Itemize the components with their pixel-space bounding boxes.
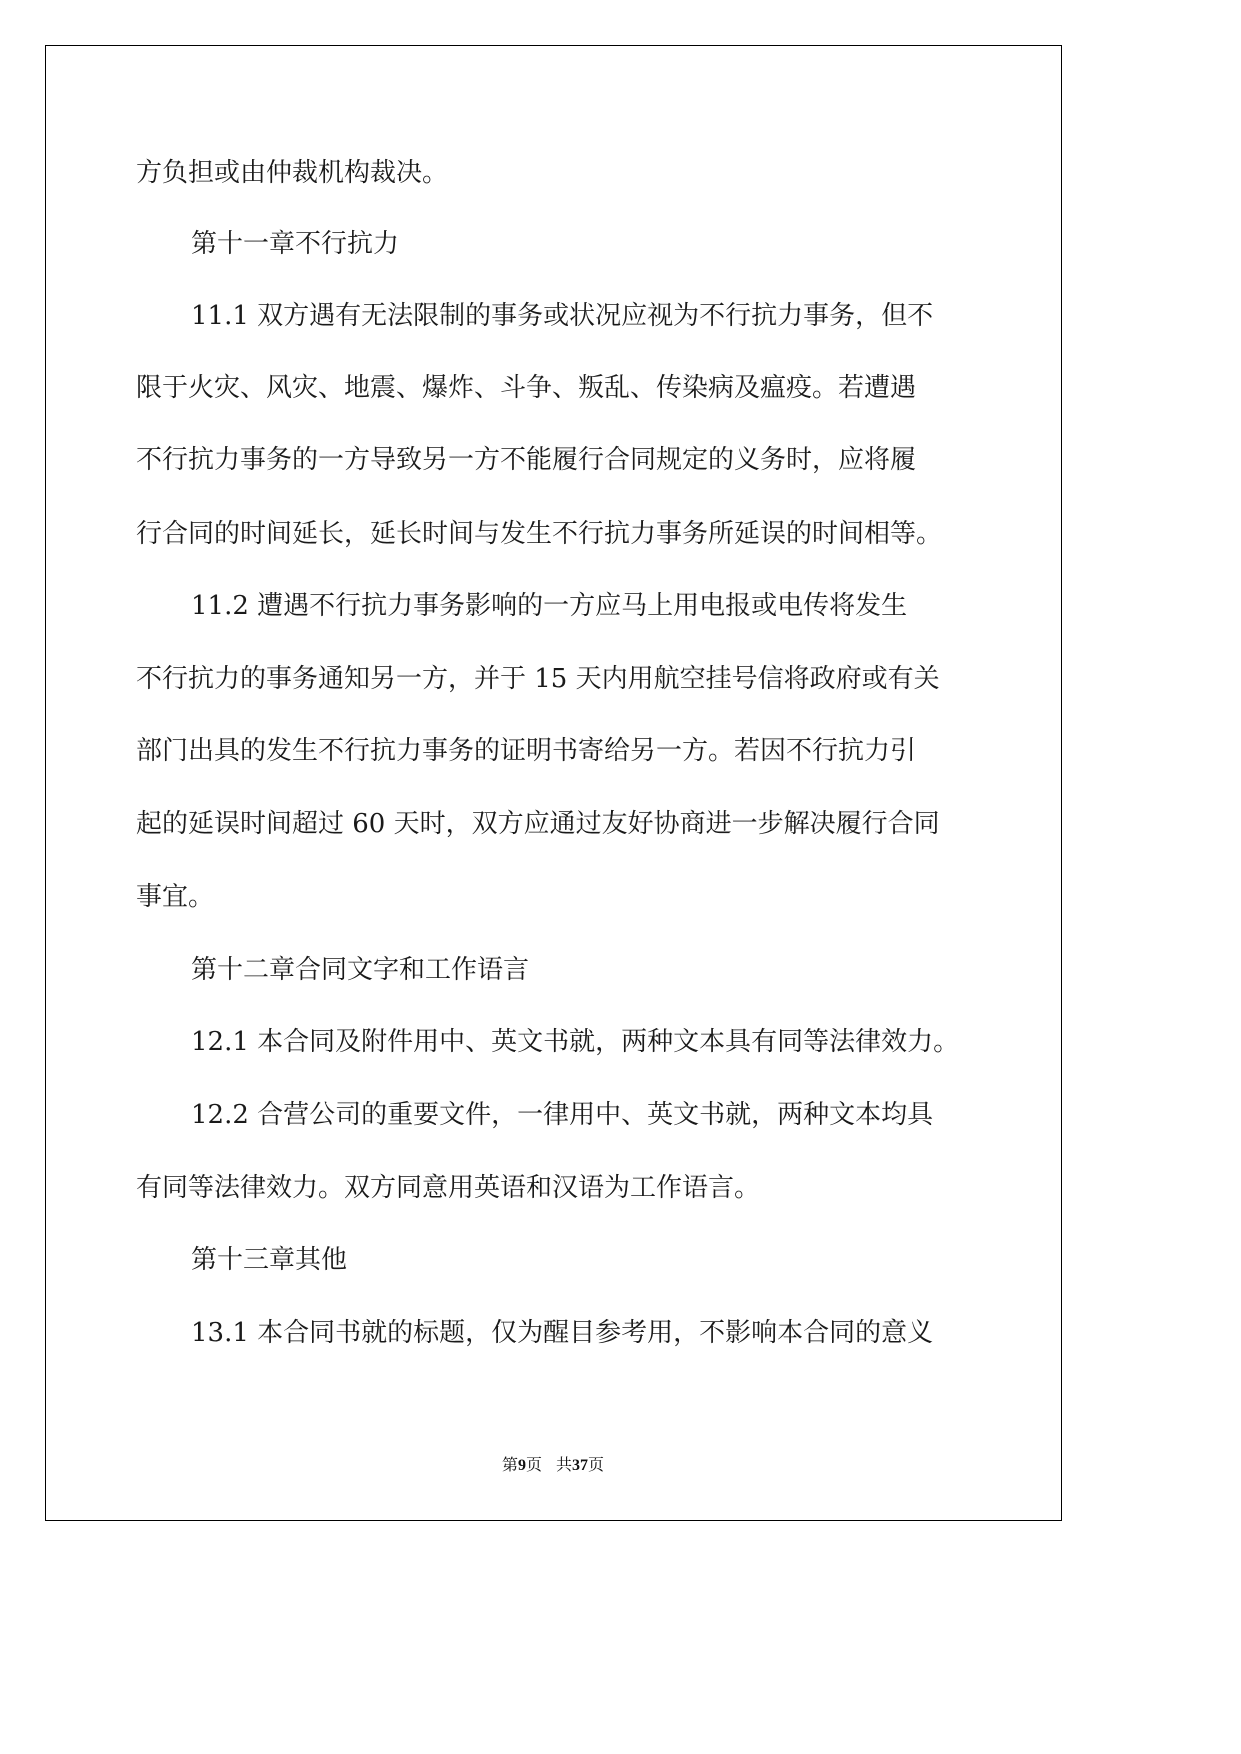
body-text-line: 限于火灾、风灾、地震、爆炸、斗争、叛乱、传染病及瘟疫。若遭遇 bbox=[136, 373, 917, 403]
page-suffix: 页 bbox=[525, 1457, 542, 1474]
body-text-line: 有同等法律效力。双方同意用英语和汉语为工作语言。 bbox=[136, 1173, 761, 1203]
clause-line: 11.2 遭遇不行抗力事务影响的一方应马上用电报或电传将发生 bbox=[191, 591, 908, 621]
total-prefix: 共 bbox=[556, 1457, 573, 1474]
chapter-heading: 第十三章其他 bbox=[191, 1245, 348, 1275]
body-text-line: 起的延误时间超过 60 天时，双方应通过友好协商进一步解决履行合同 bbox=[136, 809, 940, 839]
total-pages: 37 bbox=[572, 1457, 589, 1474]
body-text-line: 部门出具的发生不行抗力事务的证明书寄给另一方。若因不行抗力引 bbox=[136, 736, 917, 766]
body-text-line: 方负担或由仲裁机构裁决。 bbox=[136, 158, 449, 188]
body-text-line: 不行抗力事务的一方导致另一方不能履行合同规定的义务时，应将履 bbox=[136, 445, 917, 475]
page-border bbox=[45, 45, 1062, 1521]
page-footer bbox=[0, 1452, 1106, 1475]
page-prefix: 第 bbox=[501, 1457, 518, 1474]
body-text-line: 事宜。 bbox=[136, 882, 215, 912]
body-text-line: 行合同的时间延长，延长时间与发生不行抗力事务所延误的时间相等。 bbox=[136, 519, 943, 549]
clause-line: 12.2 合营公司的重要文件，一律用中、英文书就，两种文本均具 bbox=[191, 1100, 934, 1130]
chapter-heading: 第十一章不行抗力 bbox=[191, 229, 400, 259]
total-suffix: 页 bbox=[588, 1457, 605, 1474]
body-text-line: 不行抗力的事务通知另一方，并于 15 天内用航空挂号信将政府或有关 bbox=[136, 664, 940, 694]
clause-line: 12.1 本合同及附件用中、英文书就，两种文本具有同等法律效力。 bbox=[191, 1027, 960, 1057]
page-number: 9 bbox=[517, 1457, 526, 1474]
clause-line: 11.1 双方遇有无法限制的事务或状况应视为不行抗力事务，但不 bbox=[191, 301, 934, 331]
chapter-heading: 第十二章合同文字和工作语言 bbox=[191, 955, 530, 985]
clause-line: 13.1 本合同书就的标题，仅为醒目参考用，不影响本合同的意义 bbox=[191, 1318, 934, 1348]
